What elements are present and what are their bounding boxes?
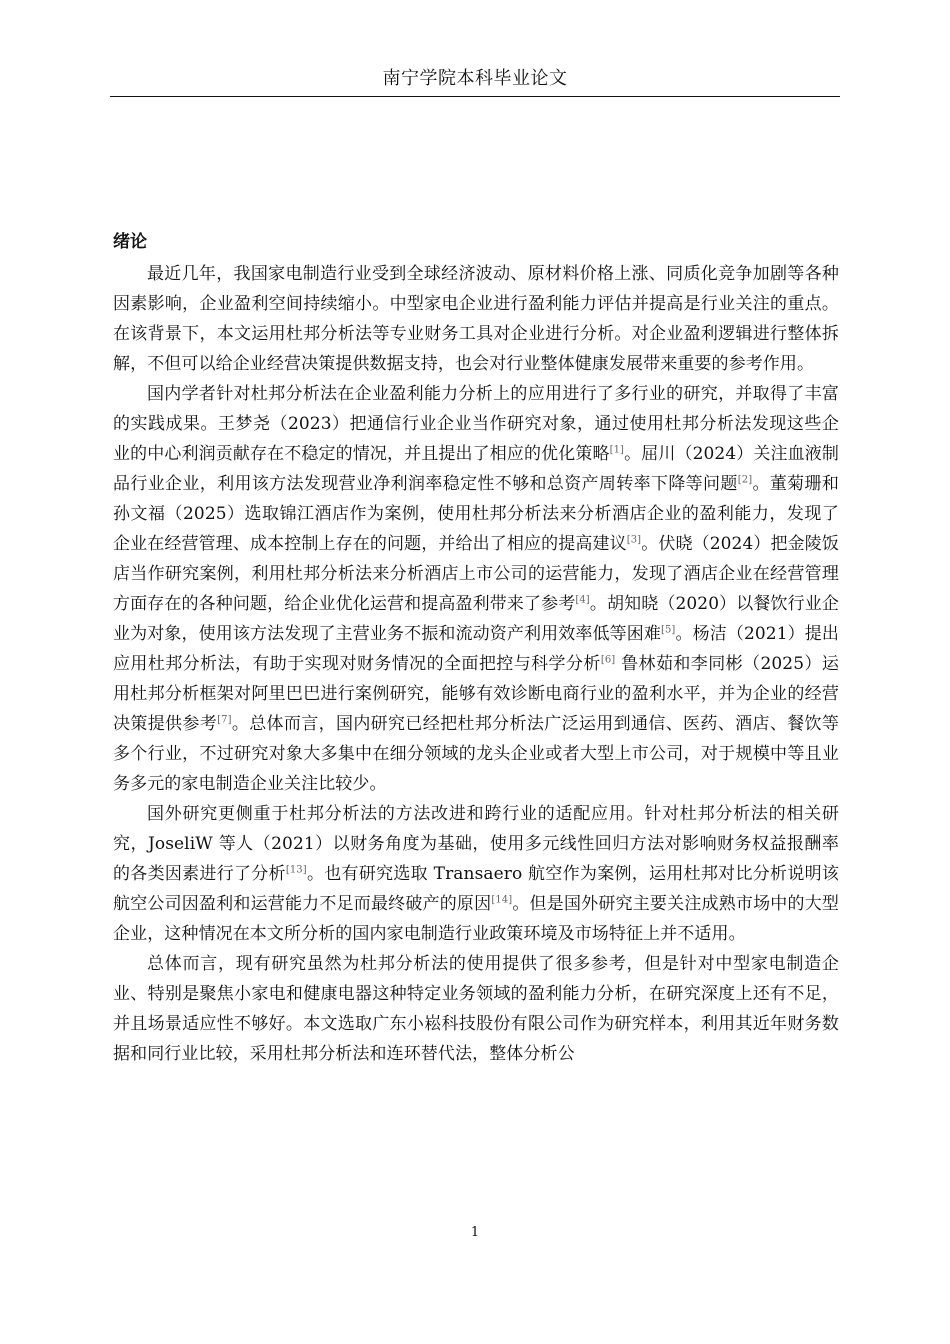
paragraph-3-text-2: 。也有研究选取 Transaero 航空作为案例，运用杜邦对比分析说明该航空公司因盈利和运营能力不足而最终破产的原因 [113, 864, 839, 914]
section-title: 绪论 [113, 232, 147, 252]
paragraph-1: 最近几年，我国家电制造行业受到全球经济波动、原材料价格上涨、同质化竞争加剧等各种因素影响，企业盈利空间持续缩小。中型家电企业进行盈利能力评估并提高是行业关注的重点。在该背景下，本文运用杜邦分析法等专业财务工具对企业进行分析。对企业盈利逻辑进行整体拆解，不但可以给企业经营决策提供数据支持，也会对行业整体健康发展带来重要的参考作用。 [113, 264, 839, 374]
citation-7: [7] [217, 714, 232, 726]
page-number: 1 [470, 1225, 480, 1240]
paragraph-2-text-1: 国内学者针对杜邦分析法在企业盈利能力分析上的应用进行了多行业的研究，并取得了丰富的实践成果。王梦尧（2023）把通信行业企业当作研究对象，通过使用杜邦分析法发现这些企业的中心利润贡献存在不稳定的情况，并且提出了相应的优化策略 [113, 384, 839, 464]
paragraph-2-text-7: 鲁林茹和李同彬（2025）运用杜邦分析框架对阿里巴巴进行案例研究，能够有效诊断电商行业的盈利水平，并为企业的经营决策提供参考 [113, 654, 839, 734]
citation-2: [2] [737, 474, 753, 486]
paragraph-2-text-2: 。屈川（2024）关注血液制品行业企业，利用该方法发现营业净利润率稳定性不够和总资产周转率下降等问题 [113, 444, 839, 494]
paragraph-3 [113, 799, 839, 949]
paragraph-3-text-1: 国外研究更侧重于杜邦分析法的方法改进和跨行业的适配应用。针对杜邦分析法的相关研究，JoseliW 等人（2021）以财务角度为基础，使用多元线性回归方法对影响财务权益报酬率的各类因素进行了分析 [113, 804, 839, 884]
paragraph-2-text-6: 。杨洁（2021）提出应用杜邦分析法，有助于实现对财务情况的全面把控与科学分析 [113, 624, 839, 674]
citation-1: [1] [609, 444, 625, 456]
citation-4: [4] [575, 594, 590, 606]
page-header: 南宁学院本科毕业论文 [110, 64, 840, 97]
paragraph-2-text-3: 。董菊珊和孙文福（2025）选取锦江酒店作为案例，使用杜邦分析法来分析酒店企业的盈利能力，发现了企业在经营管理、成本控制上存在的问题，并给出了相应的提高建议 [113, 474, 839, 554]
paragraph-2-text-5: 。胡知晓（2020）以餐饮行业企业为对象，使用该方法发现了主营业务不振和流动资产利用效率低等困难 [113, 594, 839, 644]
paragraph-2 [113, 379, 839, 799]
citation-5: [5] [660, 624, 676, 636]
paragraph-3-text-3: 。但是国外研究主要关注成熟市场中的大型企业，这种情况在本文所分析的国内家电制造行业政策环境及市场特征上并不适用。 [113, 894, 839, 944]
paragraph-2-text-8: 。总体而言，国内研究已经把杜邦分析法广泛运用到通信、医药、酒店、餐饮等多个行业，不过研究对象大多集中在细分领域的龙头企业或者大型上市公司，对于规模中等且业务多元的家电制造企业关注比较少。 [113, 714, 839, 794]
paragraph-2-text-4: 。伏晓（2024）把金陵饭店当作研究案例，利用杜邦分析法来分析酒店上市公司的运营能力，发现了酒店企业在经营管理方面存在的各种问题，给企业优化运营和提高盈利带来了参考 [113, 534, 839, 614]
citation-6: [6] [600, 654, 616, 666]
citation-14: [14] [491, 894, 513, 906]
main-content [113, 227, 839, 1069]
paragraph-4: 总体而言，现有研究虽然为杜邦分析法的使用提供了很多参考，但是针对中型家电制造企业、特别是聚焦小家电和健康电器这种特定业务领域的盈利能力分析，在研究深度上还有不足，并且场景适应性不够好。本文选取广东小崧科技股份有限公司作为研究样本，利用其近年财务数据和同行业比较，采用杜邦分析法和连环替代法，整体分析公 [113, 954, 839, 1064]
citation-3: [3] [626, 534, 642, 546]
citation-13: [13] [285, 864, 307, 876]
